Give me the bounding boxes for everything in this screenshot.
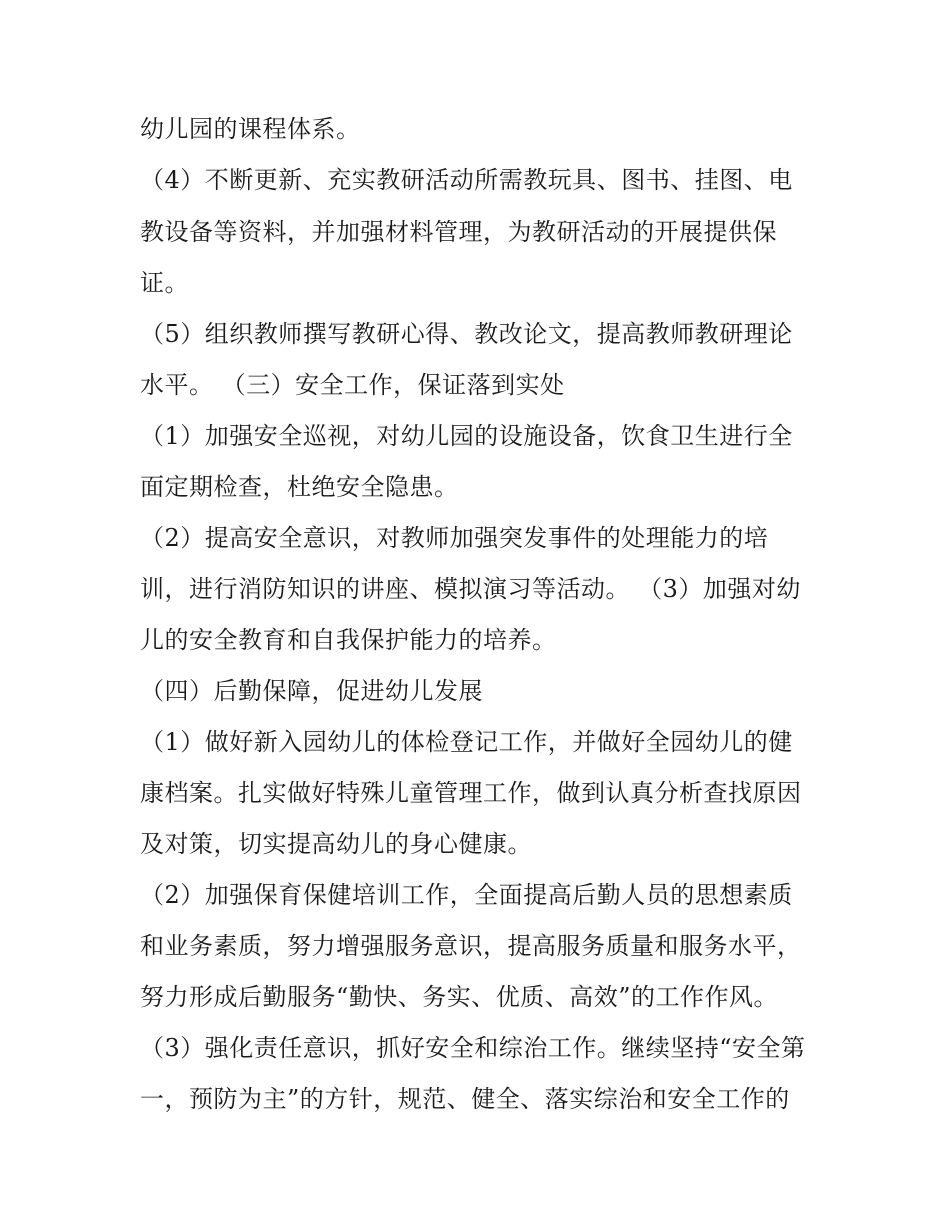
text-line: 和业务素质，努力增强服务意识，提高服务质量和服务水平， [140, 932, 802, 960]
text-line: 面定期检查，杜绝安全隐患。 [140, 473, 459, 501]
text-line: （5）组织教师撰写教研心得、教改论文，提高教师教研理论 [140, 320, 793, 348]
text-line: （四）后勤保障，促进幼儿发展 [140, 677, 483, 705]
text-line: 一，预防为主”的方针，规范、健全、落实综治和安全工作的 [140, 1085, 790, 1113]
text-line: （2）加强保育保健培训工作，全面提高后勤人员的思想素质 [140, 881, 793, 909]
text-line: 水平。 （三）安全工作，保证落到实处 [140, 371, 565, 399]
text-line: （1）加强安全巡视，对幼儿园的设施设备，饮食卫生进行全 [140, 422, 793, 450]
text-line: 幼儿园的课程体系。 [140, 115, 361, 143]
text-line: （3）强化责任意识，抓好安全和综治工作。继续坚持“安全第 [140, 1034, 806, 1062]
text-line: 及对策，切实提高幼儿的身心健康。 [140, 830, 532, 858]
text-line: 训，进行消防知识的讲座、模拟演习等活动。 （3）加强对幼 [140, 575, 801, 603]
text-line: 康档案。扎实做好特殊儿童管理工作，做到认真分析查找原因 [140, 779, 802, 807]
text-line: 教设备等资料，并加强材料管理，为教研活动的开展提供保 [140, 218, 777, 246]
text-line: 努力形成后勤服务“勤快、务实、优质、高效”的工作作风。 [140, 983, 779, 1011]
text-line: （4）不断更新、充实教研活动所需教玩具、图书、挂图、电 [140, 166, 793, 194]
text-line: 儿的安全教育和自我保护能力的培养。 [140, 626, 557, 654]
text-line: 证。 [140, 269, 189, 297]
text-line: （2）提高安全意识，对教师加强突发事件的处理能力的培 [140, 524, 769, 552]
text-line: （1）做好新入园幼儿的体检登记工作，并做好全园幼儿的健 [140, 728, 793, 756]
